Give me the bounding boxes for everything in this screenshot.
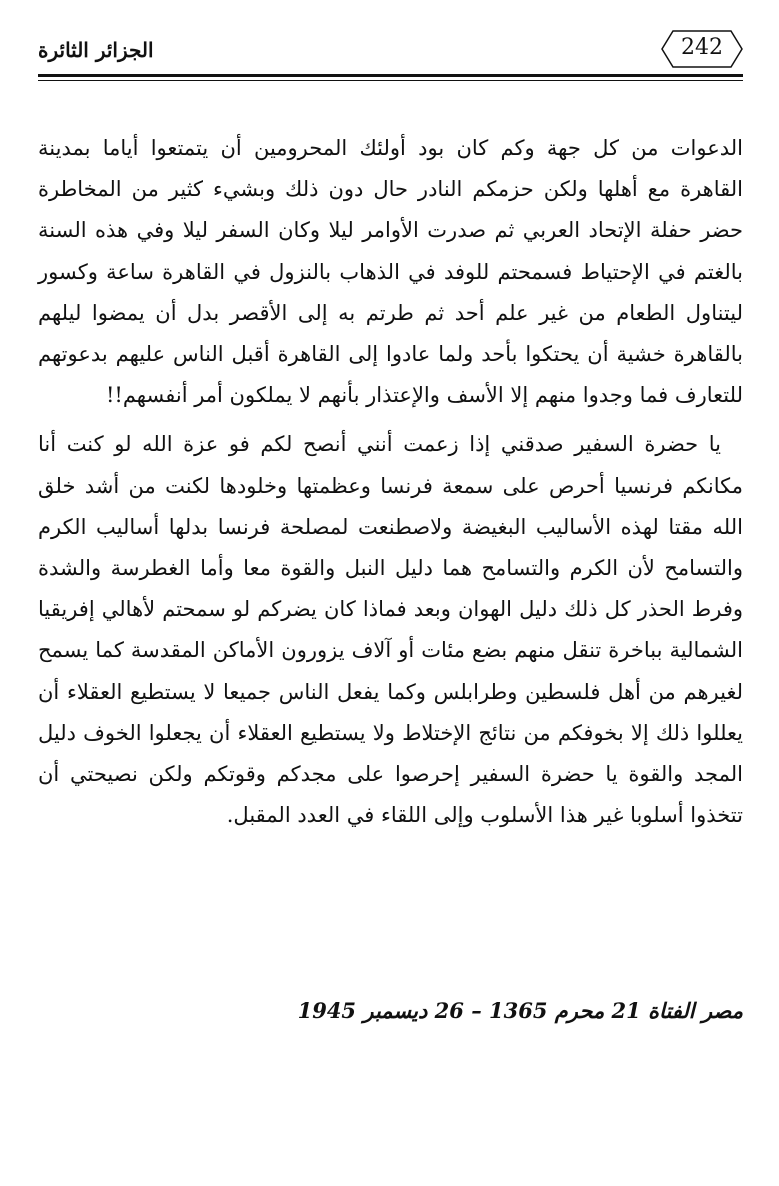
page-header — [38, 30, 743, 80]
header-rule-thin — [38, 80, 743, 81]
dateline-signature: مصر الفتاة 21 محرم 1365 – 26 ديسمبر 1945 — [297, 998, 743, 1023]
header-rule-thick — [38, 74, 743, 77]
paragraph-2: يا حضرة السفير صدقني إذا زعمت أنني أنصح لكم فو عزة الله لو كنت أنا مكانكم فرنسيا أحرص على سمعة فرنسا وعظمتها وخلودها لكنت من أشد خلق الله مقتا لهذه الأساليب البغيضة ولاصطنعت لمصلحة فرنسا بدلها أساليب الكرم والتسامح لأن الكرم والتسامح هما دليل النبل والقوة معا وأما الغطرسة والشدة وفرط الحذر كل ذلك دليل الهوان وبعد فماذا كان يضركم لو سمحتم لأهالي إفريقيا الشمالية بباخرة تنقل منهم بضع مئات أو آلاف يزورون الأماكن المقدسة كما يسمح لغيرهم من أهل فلسطين وطرابلس وكما يفعل الناس جميعا لا يستطيع العقلاء أن يعللوا ذلك إلا بخوفكم من نتائج الإختلاط ولا يستطيع العقلاء أن يجعلوا الخوف دليل المجد والقوة يا حضرة السفير إحرصوا على مجدكم وقوتكم ولكن نصيحتي أن تتخذوا أسلوبا غير هذا الأسلوب وإلى اللقاء في العدد المقبل. — [38, 432, 743, 828]
body-text — [38, 128, 743, 836]
page-number: 242 — [681, 35, 723, 60]
paragraph-1: الدعوات من كل جهة وكم كان بود أولئك المحرومين أن يتمتعوا أياما بمدينة القاهرة مع أهلها ولكن حزمكم النادر حال دون ذلك وبشيء كثير من المخاطرة حضر حفلة الإتحاد العربي ثم صدرت الأوامر ليلا وكان السفر ليلا وفي هذه السنة بالغتم في الإحتياط فسمحتم للوفد في الذهاب بالنزول في القاهرة ساعة وكسور ليتناول الطعام من غير علم أحد ثم طرتم به إلى الأقصر بدل أن يمضوا ليلهم بالقاهرة خشية أن يحتكوا بأحد ولما عادوا إلى القاهرة أقبل الناس عليهم بدعوتهم للتعارف فما وجدوا منهم إلا الأسف والإعتذار بأنهم لا يملكون أمر أنفسهم!! — [38, 136, 743, 408]
page-number-badge — [661, 30, 743, 68]
running-title: الجزائر الثائرة — [38, 38, 154, 62]
